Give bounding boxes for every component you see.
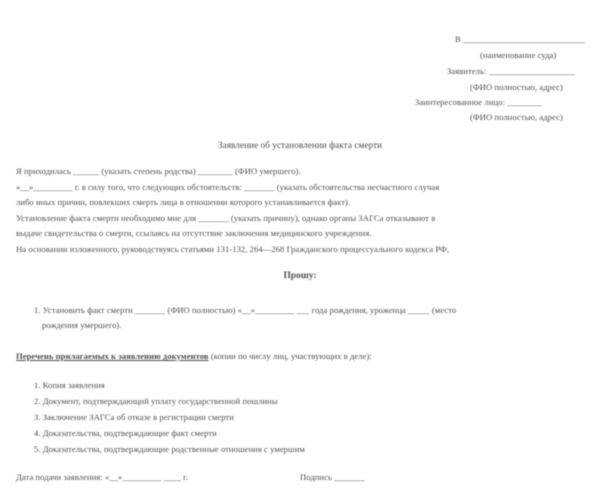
body-line-2: «__»_________ г. в силу того, что следующих обстоятельств: _______ (указать обстоятельства несчастного случая	[16, 182, 440, 192]
request-heading: Прошу:	[283, 271, 317, 281]
attachment-item-4: 4. Доказательства, подтверждающие факт смерти	[34, 428, 217, 438]
attachment-item-1: 1. Копия заявления	[34, 380, 105, 390]
attachments-heading: Перечень прилагаемых к заявлению документов	[16, 351, 209, 361]
body-line-3: либо иных причин, повлекших смерть лица в отношении которого устанавливается факт).	[16, 197, 351, 207]
interested-party-line: Заинтересованное лицо: ________	[415, 97, 542, 107]
document-title: Заявление об установлении факта смерти	[217, 140, 383, 150]
attachments-note: (копии по числу лиц, участвующих в деле):	[210, 351, 372, 361]
body-line-4: Установление факта смерти необходимо мне для _______ (указать причину), однако органы ЗАГСа отказывают в	[16, 213, 436, 223]
applicant-line: Заявитель: ____________________	[447, 66, 576, 76]
attachment-item-2: 2. Документ, подтверждающий уплату государственной пошлины	[34, 396, 278, 406]
submission-date: Дата подачи заявления: «__»_________ ____ г.	[16, 472, 188, 482]
body-line-6: На основании изложенного, руководствуясь статьями 131-132, 264—268 Гражданского процессуального кодекса РФ,	[16, 244, 450, 254]
court-caption: (наименование суда)	[480, 50, 557, 60]
body-line-1: Я приходилась ______ (указать степень родства) ________ (ФИО умершего).	[16, 166, 301, 176]
attachments-heading-row	[16, 351, 372, 362]
attachment-item-5: 5. Доказательства, подтверждающие родственные отношения с умершим	[34, 444, 305, 454]
court-line: В ____________________________	[455, 34, 585, 44]
signature-line: Подпись _______	[300, 472, 365, 482]
body-line-5: выдаче свидетельства о смерти, ссылаясь на отсутствие заключения медицинского учреждения.	[16, 228, 372, 238]
applicant-caption: (ФИО полностью, адрес)	[470, 82, 563, 92]
attachment-item-3: 3. Заключение ЗАГСа об отказе в регистрации смерти	[34, 412, 234, 422]
interested-party-caption: (ФИО полностью, адрес)	[470, 112, 563, 122]
request-line-1: 1. Установить факт смерти _______ (ФИО полностью) «__»_________ ___ года рождения, уроженца _____ (место	[34, 305, 457, 315]
request-line-2: рождения умершего).	[42, 320, 122, 330]
